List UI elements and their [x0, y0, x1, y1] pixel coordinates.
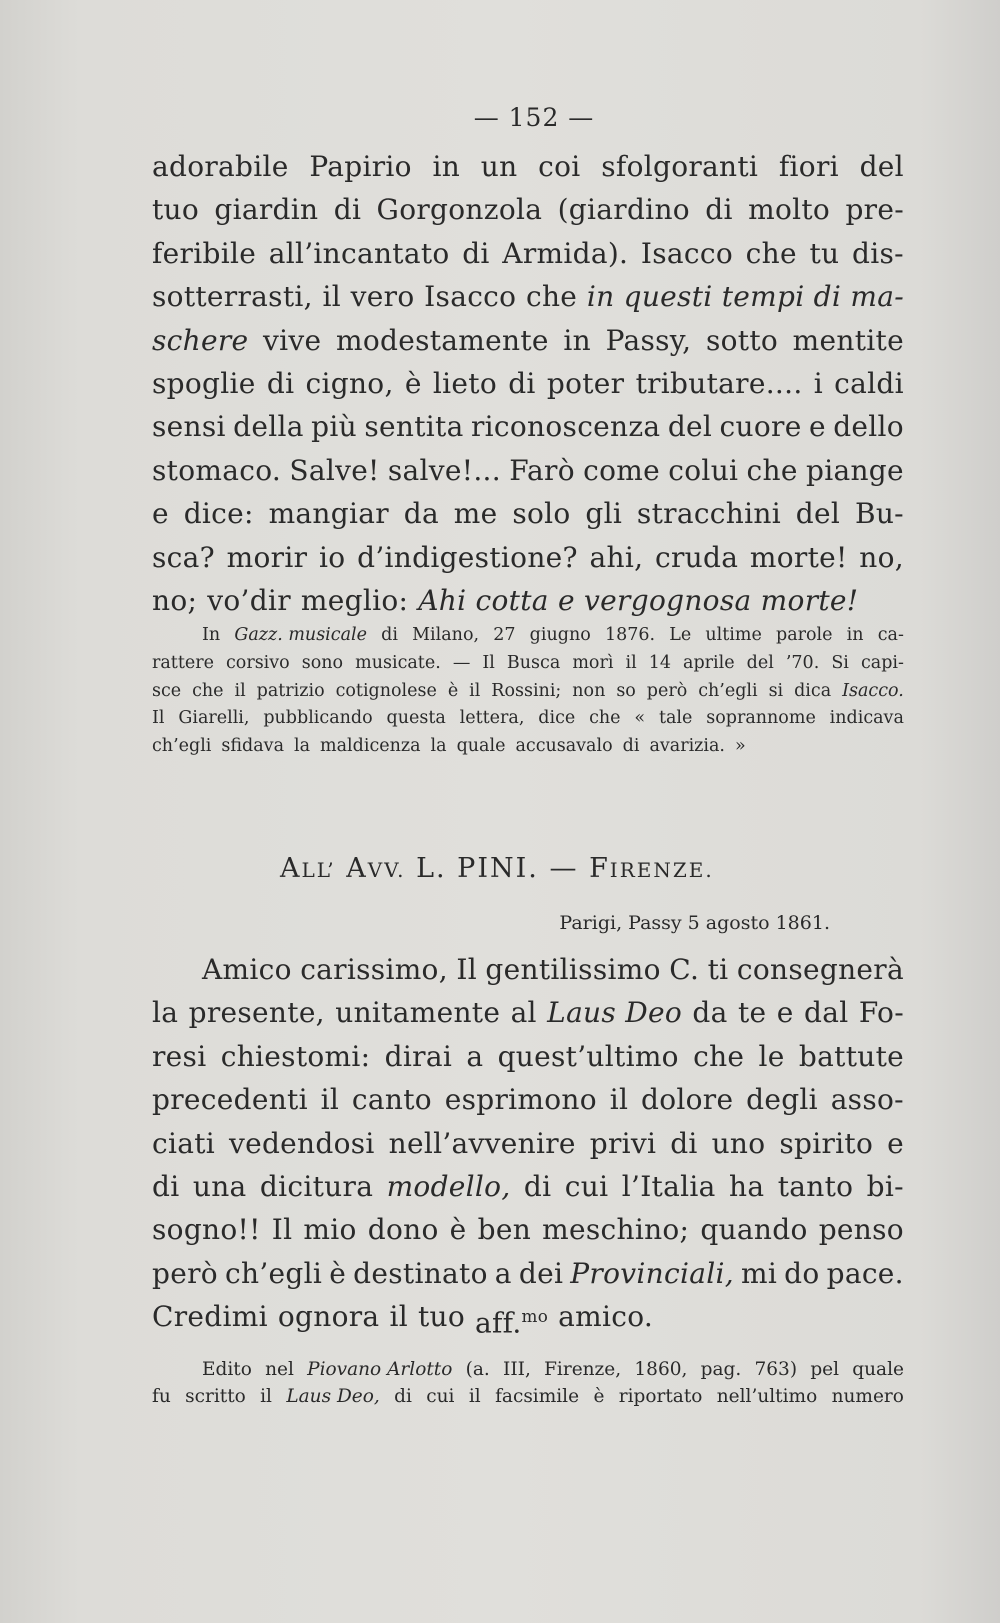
body-line — [152, 319, 904, 362]
note-line — [152, 650, 904, 678]
note-word: è — [447, 680, 459, 701]
body-word: sfolgoranti — [601, 150, 759, 183]
note2-word: scritto — [185, 1386, 246, 1407]
body-word: tributare.... — [635, 366, 803, 400]
letter-word: di — [523, 1169, 552, 1203]
body-line — [152, 536, 904, 579]
body-word: all’incantato — [268, 236, 450, 270]
note-word: ultime — [705, 625, 762, 645]
body-word: di — [266, 366, 295, 400]
note2-word: di — [394, 1386, 412, 1407]
note-word: » — [734, 736, 746, 757]
note2-word: fu — [152, 1386, 171, 1407]
letter-word: aff.$^{mo}$ — [475, 1306, 549, 1340]
note-word: rattere — [152, 652, 214, 673]
body-word: e — [808, 410, 826, 444]
body-line — [152, 362, 904, 405]
note2-word: nell’ultimo — [716, 1386, 818, 1407]
page-number: — 152 — — [473, 103, 595, 132]
body-word: no, — [859, 540, 904, 574]
body-word: Papirio — [309, 150, 412, 183]
note2-word: facsimile — [495, 1386, 580, 1407]
note-word: giugno — [529, 625, 591, 645]
body-word: giardin — [214, 193, 319, 227]
note-word: il — [234, 680, 246, 701]
body-word: Isacco — [424, 280, 517, 314]
letter-line — [152, 1078, 904, 1121]
letter-word: chiestomi: — [220, 1039, 371, 1073]
note-word: il — [469, 680, 481, 701]
letter-word: ha — [728, 1169, 765, 1203]
body-line — [152, 188, 904, 231]
note-word: dice — [538, 708, 576, 729]
note-word: ch’egli — [152, 736, 212, 757]
letter-line — [152, 1252, 904, 1295]
body-word: del — [795, 497, 841, 531]
note-word: di — [622, 736, 640, 757]
note2-word: 1860, — [634, 1359, 688, 1380]
body-word: sensi — [152, 410, 226, 444]
body-word: sentita — [364, 410, 464, 444]
note-word: Rossini; — [491, 680, 562, 701]
letter-word: do — [784, 1256, 820, 1290]
letter-word: Amico — [202, 953, 292, 986]
letter-word: unitamente — [335, 996, 501, 1030]
note-word: del — [746, 652, 774, 673]
letter-word: uno — [711, 1126, 766, 1160]
note-word: dica — [794, 680, 832, 701]
heading-city-initial: F — [589, 853, 610, 884]
body-word: in questi tempi di ma- — [586, 280, 904, 314]
body-line — [152, 232, 904, 275]
letter-word: tuo — [417, 1300, 465, 1334]
body-word: da — [403, 497, 439, 531]
body-word: di — [333, 193, 362, 227]
body-word: sca? — [152, 540, 215, 574]
letter-line — [152, 1165, 904, 1208]
letter-word: Il — [271, 1213, 293, 1247]
body-word: fiori — [778, 150, 839, 183]
letter-word: battute — [798, 1039, 904, 1073]
letter-word: cui — [564, 1169, 609, 1203]
note2-word: Piovano Arlotto — [307, 1359, 453, 1380]
body-line — [152, 579, 904, 622]
body-word: di — [508, 366, 536, 400]
heading-city-rest: IRENZE. — [609, 858, 714, 882]
letter-word: sogno!! — [152, 1213, 261, 1247]
letter-word: l’Italia — [621, 1169, 716, 1203]
letter-word: però — [152, 1256, 218, 1290]
letter-word: di — [152, 1169, 180, 1203]
body-word: colui — [668, 453, 739, 487]
note-word: Busca — [506, 652, 561, 673]
note-word: 1876. — [604, 625, 656, 645]
letter-word: che — [693, 1039, 745, 1073]
note-word: maldicenza — [320, 736, 421, 757]
letter-word: è — [329, 1256, 347, 1290]
letter-word: il — [609, 1083, 629, 1117]
letter-word: dicitura — [259, 1169, 374, 1203]
body-word: e — [152, 497, 169, 531]
note2-word: III, — [503, 1359, 531, 1380]
body-word: del — [859, 150, 904, 183]
note-word: che — [589, 708, 621, 729]
body-word: Armida). — [502, 236, 629, 270]
body-word: Gorgonzola — [376, 193, 543, 227]
body-word: Farò — [509, 453, 575, 487]
letter-word: al — [510, 996, 537, 1030]
letter-word: te — [737, 996, 767, 1030]
note-word: ca- — [877, 625, 904, 645]
heading-avv-rest: VV. — [367, 858, 406, 882]
letter-word: è — [449, 1213, 467, 1247]
body-word: cuore — [719, 410, 802, 444]
body-word: mentite — [792, 323, 904, 357]
note-word: Le — [669, 625, 692, 645]
letter-word: modello, — [386, 1169, 511, 1203]
letter-word: il — [320, 1083, 340, 1117]
letter-word: vedendosi — [228, 1126, 375, 1160]
body-line — [152, 492, 904, 535]
body-word: morte! — [749, 540, 848, 574]
body-word: mangiar — [268, 497, 389, 531]
body-word: schere — [152, 323, 249, 357]
letter-word: dei — [518, 1256, 564, 1290]
body-word: Passy, — [605, 323, 692, 357]
body-word: poter — [546, 366, 625, 400]
letter-word: dirai — [384, 1039, 453, 1073]
letter-word: dono — [367, 1213, 439, 1247]
letter-word: penso — [818, 1213, 904, 1247]
body-word: il — [322, 280, 342, 314]
note-word: però — [646, 680, 688, 701]
letter-word: la — [152, 996, 179, 1030]
body-word: adorabile — [152, 150, 289, 183]
body-word: in — [432, 150, 461, 183]
note-line — [152, 733, 904, 761]
heading-all-rest: LL’ — [301, 858, 336, 882]
note2-word: Firenze, — [544, 1359, 622, 1380]
body-word: morir — [226, 540, 308, 574]
note-word: 14 — [648, 652, 671, 673]
heading-avv-initial: A — [346, 853, 368, 884]
body-word: ahi, — [589, 540, 644, 574]
letter-word: precedenti — [152, 1083, 308, 1117]
note-line — [152, 622, 904, 650]
body-word: molto — [748, 193, 831, 227]
letter-word: carissimo, — [300, 953, 448, 986]
letter-line — [152, 1208, 904, 1251]
note-word: avarizia. — [649, 736, 725, 757]
body-word: tu — [809, 236, 840, 270]
letter-line — [152, 1122, 904, 1165]
letter-word: a — [466, 1039, 484, 1073]
body-word: di — [705, 193, 733, 227]
letter-word: Fo- — [858, 996, 904, 1030]
note-word: Giarelli, — [178, 708, 250, 729]
note2-word: 763) — [754, 1359, 798, 1380]
note-word: musicate. — [355, 652, 441, 673]
body-word: della — [233, 410, 304, 444]
body-word: cruda — [655, 540, 739, 574]
note-word: quale — [456, 736, 506, 757]
note-word: sono — [301, 652, 344, 673]
letter-word: tanto — [777, 1169, 854, 1203]
note2-word: riportato — [618, 1386, 703, 1407]
body-word: più — [311, 410, 357, 444]
body-word: in — [563, 323, 591, 357]
note-word: parole — [776, 625, 833, 645]
letter-word: dal — [804, 996, 849, 1030]
letter-word: bi- — [866, 1169, 904, 1203]
note2-word: cui — [426, 1386, 455, 1407]
note2-word: nel — [265, 1359, 294, 1380]
body-word: che — [746, 453, 798, 487]
body-word: vero — [350, 280, 415, 314]
note-word: Il — [152, 708, 165, 729]
letter-word: ti — [707, 953, 729, 986]
note2-word: pel — [810, 1359, 840, 1380]
letter-body — [152, 948, 904, 1339]
footnote-gazzetta — [152, 622, 904, 761]
letter-word: asso- — [830, 1083, 904, 1117]
letter-word: amico. — [558, 1300, 654, 1334]
letter-word: a — [494, 1256, 512, 1290]
letter-line — [152, 948, 904, 991]
note-word: Milano, — [412, 625, 480, 645]
letter-word: di — [670, 1126, 698, 1160]
body-word: Salve! — [289, 453, 380, 487]
note-word: questa — [386, 708, 446, 729]
note2-word: numero — [831, 1386, 904, 1407]
note-word: indicava — [829, 708, 904, 729]
heading-name: L. PINI. — [416, 853, 539, 884]
letter-word: destinato — [353, 1256, 488, 1290]
note-word: cotignolese — [335, 680, 437, 701]
body-line — [152, 275, 904, 318]
body-word: come — [583, 453, 661, 487]
body-word: salve!... — [387, 453, 501, 487]
body-word: cigno, — [305, 366, 394, 400]
letter-word: e — [776, 996, 794, 1030]
letter-word: consegnerà — [736, 953, 904, 986]
footnote-piovano — [152, 1356, 904, 1410]
letter-word: Credimi — [152, 1300, 268, 1334]
body-word: no; — [152, 583, 198, 617]
note-word: corsivo — [226, 652, 290, 673]
note-word: Isacco. — [842, 680, 904, 701]
note-word: Si — [831, 652, 849, 673]
letter-word: mi — [740, 1256, 778, 1290]
letter-word: ognora — [277, 1300, 380, 1334]
note-word: so — [616, 680, 636, 701]
body-word: sotto — [705, 323, 779, 357]
letter-word: Provinciali, — [570, 1256, 734, 1290]
note-word: lettera, — [459, 708, 525, 729]
letter-word: e — [887, 1126, 904, 1160]
letter-word: le — [758, 1039, 785, 1073]
note-word: si — [768, 680, 784, 701]
body-paragraph — [152, 145, 904, 622]
note-word: la — [430, 736, 447, 757]
body-word: caldi — [834, 366, 904, 400]
note2-word: pag. — [700, 1359, 742, 1380]
letter-heading — [280, 853, 714, 884]
body-word: riconoscenza — [470, 410, 661, 444]
letter-word: ciati — [152, 1126, 216, 1160]
letter-word: degli — [746, 1083, 818, 1117]
note-word: soprannome — [706, 708, 816, 729]
letter-word: dolore — [640, 1083, 734, 1117]
body-word: pre- — [845, 193, 904, 227]
note-word: In — [202, 625, 221, 645]
note-word: che — [192, 680, 224, 701]
note-word: Il — [482, 652, 495, 673]
body-word: gli — [585, 497, 623, 531]
note-word: « — [634, 708, 646, 729]
body-word: d’indigestione? — [357, 540, 578, 574]
letter-word: spirito — [779, 1126, 874, 1160]
note2-word: Edito — [202, 1359, 252, 1380]
letter-word: pace. — [826, 1256, 904, 1290]
note-word: il — [625, 652, 637, 673]
note-word: non — [572, 680, 606, 701]
note-word: di — [381, 625, 398, 645]
body-word: che — [525, 280, 578, 314]
letter-word: una — [192, 1169, 247, 1203]
note-word: morì — [572, 652, 614, 673]
heading-all-initial: A — [280, 853, 302, 884]
note-word: in — [846, 625, 864, 645]
body-word: Bu- — [854, 497, 904, 531]
letter-word: canto — [351, 1083, 432, 1117]
body-line — [152, 449, 904, 492]
letter-word: meschino; — [542, 1213, 690, 1247]
body-word: dello — [833, 410, 904, 444]
note2-word: il — [260, 1386, 272, 1407]
letter-word: il — [389, 1300, 408, 1334]
note-word: capi- — [860, 652, 904, 673]
body-word: sotterrasti, — [152, 280, 313, 314]
note2-line — [152, 1356, 904, 1383]
body-word: spoglie — [152, 366, 256, 400]
note2-word: (a. — [465, 1359, 490, 1380]
note-word: Gazz. musicale — [234, 625, 367, 645]
note-word: patrizio — [256, 680, 325, 701]
body-word: Ahi cotta e vergognosa morte! — [418, 583, 859, 617]
body-word: tuo — [152, 193, 200, 227]
body-word: feribile — [152, 236, 257, 270]
letter-word: ch’egli — [225, 1256, 323, 1290]
letter-line — [152, 1035, 904, 1078]
body-word: vo’dir — [207, 583, 291, 617]
heading-dash: — — [549, 853, 579, 884]
letter-word: da — [692, 996, 728, 1030]
body-line — [152, 405, 904, 448]
letter-word: quest’ultimo — [497, 1039, 679, 1073]
body-word: di — [462, 236, 490, 270]
body-word: me — [453, 497, 498, 531]
note-word: la — [294, 736, 311, 757]
letter-word: quando — [700, 1213, 808, 1247]
body-word: lieto — [432, 366, 498, 400]
note2-word: è — [593, 1386, 605, 1407]
note-word: ch’egli — [698, 680, 758, 701]
body-word: solo — [512, 497, 571, 531]
body-word: io — [318, 540, 346, 574]
note-word: — — [452, 652, 471, 673]
letter-word: C. — [669, 953, 700, 986]
note-word: aprile — [683, 652, 735, 673]
body-word: dis- — [851, 236, 904, 270]
letter-word: Laus Deo — [547, 996, 683, 1030]
letter-word: esprimono — [444, 1083, 597, 1117]
letter-word: ben — [477, 1213, 532, 1247]
note-word: ’70. — [785, 652, 820, 673]
body-word: un — [480, 150, 518, 183]
note-line — [152, 678, 904, 706]
note2-line — [152, 1383, 904, 1410]
body-word: i — [813, 366, 823, 400]
body-word: stracchini — [636, 497, 781, 531]
body-line — [152, 145, 904, 188]
note-line — [152, 705, 904, 733]
body-word: Isacco — [640, 236, 734, 270]
body-word: dice: — [183, 497, 254, 531]
note-word: accusavalo — [515, 736, 613, 757]
letter-word: mio — [303, 1213, 357, 1247]
body-word: modestamente — [335, 323, 549, 357]
body-word: stomaco. — [152, 453, 282, 487]
letter-word: gentilissimo — [485, 953, 661, 986]
note-word: pubblicando — [263, 708, 373, 729]
body-word: è — [404, 366, 422, 400]
body-word: coi — [538, 150, 581, 183]
letter-word: nell’avvenire — [388, 1126, 576, 1160]
note-word: sfidava — [221, 736, 284, 757]
body-word: del — [667, 410, 713, 444]
note-word: tale — [658, 708, 693, 729]
note-word: sce — [152, 680, 182, 701]
body-word: (giardino — [557, 193, 690, 227]
note2-word: Laus Deo, — [286, 1386, 380, 1407]
letter-word: privi — [589, 1126, 657, 1160]
letter-line — [152, 1295, 904, 1338]
letter-word: resi — [152, 1039, 207, 1073]
body-word: piange — [806, 453, 904, 487]
letter-word: Il — [456, 953, 477, 986]
letter-word: presente, — [188, 996, 325, 1030]
body-word: vive — [263, 323, 322, 357]
letter-line — [152, 991, 904, 1034]
body-word: meglio: — [300, 583, 409, 617]
body-word: che — [745, 236, 797, 270]
note2-word: quale — [852, 1359, 904, 1380]
note2-word: il — [468, 1386, 481, 1407]
letter-dateline: Parigi, Passy 5 agosto 1861. — [559, 912, 830, 934]
note-word: 27 — [493, 625, 516, 645]
